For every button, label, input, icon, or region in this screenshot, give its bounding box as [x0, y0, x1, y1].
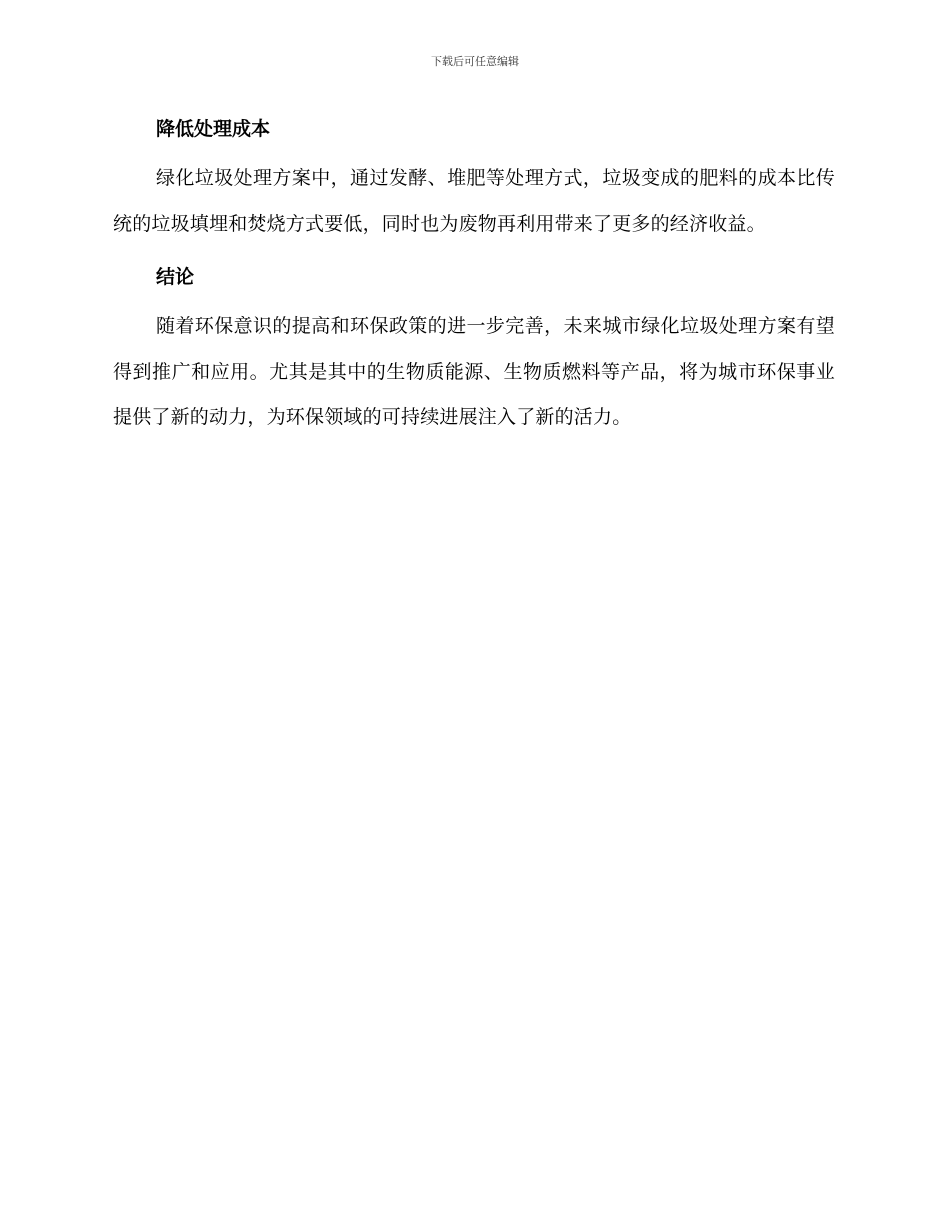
document-body [113, 112, 835, 454]
section-paragraph-conclusion: 随着环保意识的提高和环保政策的进一步完善，未来城市绿化垃圾处理方案有望得到推广和应用。尤其是其中的生物质能源、生物质燃料等产品，将为城市环保事业提供了新的动力，为环保领域的可持续进展注入了新的活力。 [113, 315, 835, 428]
section-heading-conclusion: 结论 [156, 266, 195, 288]
section-paragraph-cost: 绿化垃圾处理方案中，通过发酵、堆肥等处理方式，垃圾变成的肥料的成本比传统的垃圾填埋和焚烧方式要低，同时也为废物再利用带来了更多的经济收益。 [113, 167, 835, 235]
page-header: 下载后可任意编辑 [431, 55, 519, 68]
section-heading-cost: 降低处理成本 [156, 118, 271, 140]
